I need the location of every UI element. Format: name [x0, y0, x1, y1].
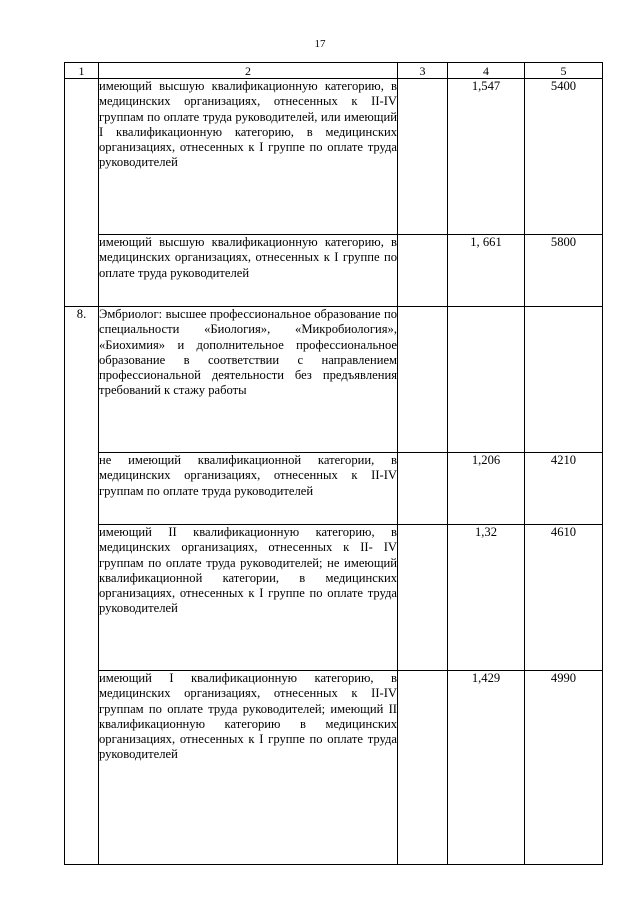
position-description: имеющий II квалификационную категорию, в медицинских организациях, отнесенных к II- IV группам по оплате труда руководителей; не имеющий квалификационной категории, в медицинских организациях, отнесенных к I группе по оплате труда руководителей — [99, 525, 398, 671]
position-description: Эмбриолог: высшее профессиональное образование по специальности «Биология», «Микробиология», «Биохимия» и дополнительное профессиональное образование в соответствии с направлением профессиональной деятельности без предъявления требований к стажу работы — [99, 307, 398, 453]
page-number: 17 — [314, 38, 326, 50]
coefficient-cell: 1,547 — [448, 79, 525, 235]
col3-cell — [398, 671, 448, 865]
position-description: имеющий I квалификационную категорию, в медицинских организациях, отнесенных к II-IV группам по оплате труда руководителей; имеющий II квалификационную категорию в медицинских организациях, отнесенных к I группе по оплате труда руководителей — [99, 671, 398, 865]
table-row — [65, 307, 603, 453]
coefficient-cell: 1,206 — [448, 453, 525, 525]
coefficient-cell — [448, 307, 525, 453]
position-description: имеющий высшую квалификационную категорию, в медицинских организациях, отнесенных к I группе по оплате труда руководителей — [99, 235, 398, 307]
salary-cell: 5400 — [525, 79, 603, 235]
col3-cell — [398, 79, 448, 235]
table-row — [65, 79, 603, 235]
salary-cell: 4990 — [525, 671, 603, 865]
header-cell-1: 1 — [65, 63, 99, 79]
salary-cell — [525, 307, 603, 453]
table-header-row — [65, 63, 603, 79]
col3-cell — [398, 235, 448, 307]
coefficient-cell: 1, 661 — [448, 235, 525, 307]
salary-cell: 5800 — [525, 235, 603, 307]
table-row — [65, 525, 603, 671]
table-row — [65, 453, 603, 525]
position-description: не имеющий квалификационной категории, в медицинских организациях, отнесенных к II-IV группам по оплате труда руководителей — [99, 453, 398, 525]
coefficient-cell: 1,429 — [448, 671, 525, 865]
col3-cell — [398, 453, 448, 525]
salary-cell: 4210 — [525, 453, 603, 525]
coefficient-cell: 1,32 — [448, 525, 525, 671]
row-number-cell — [65, 79, 99, 307]
salary-table — [64, 62, 603, 865]
header-cell-4: 4 — [448, 63, 525, 79]
header-cell-5: 5 — [525, 63, 603, 79]
position-description: имеющий высшую квалификационную категорию, в медицинских организациях, отнесенных к II-IV группам по оплате труда руководителей, или имеющий I квалификационную категорию, в медицинских организациях, отнесенных к I группе по оплате труда руководителей — [99, 79, 398, 235]
salary-cell: 4610 — [525, 525, 603, 671]
header-cell-2: 2 — [99, 63, 398, 79]
table-row — [65, 671, 603, 865]
col3-cell — [398, 525, 448, 671]
table-row — [65, 235, 603, 307]
col3-cell — [398, 307, 448, 453]
header-cell-3: 3 — [398, 63, 448, 79]
row-number-cell: 8. — [65, 307, 99, 865]
